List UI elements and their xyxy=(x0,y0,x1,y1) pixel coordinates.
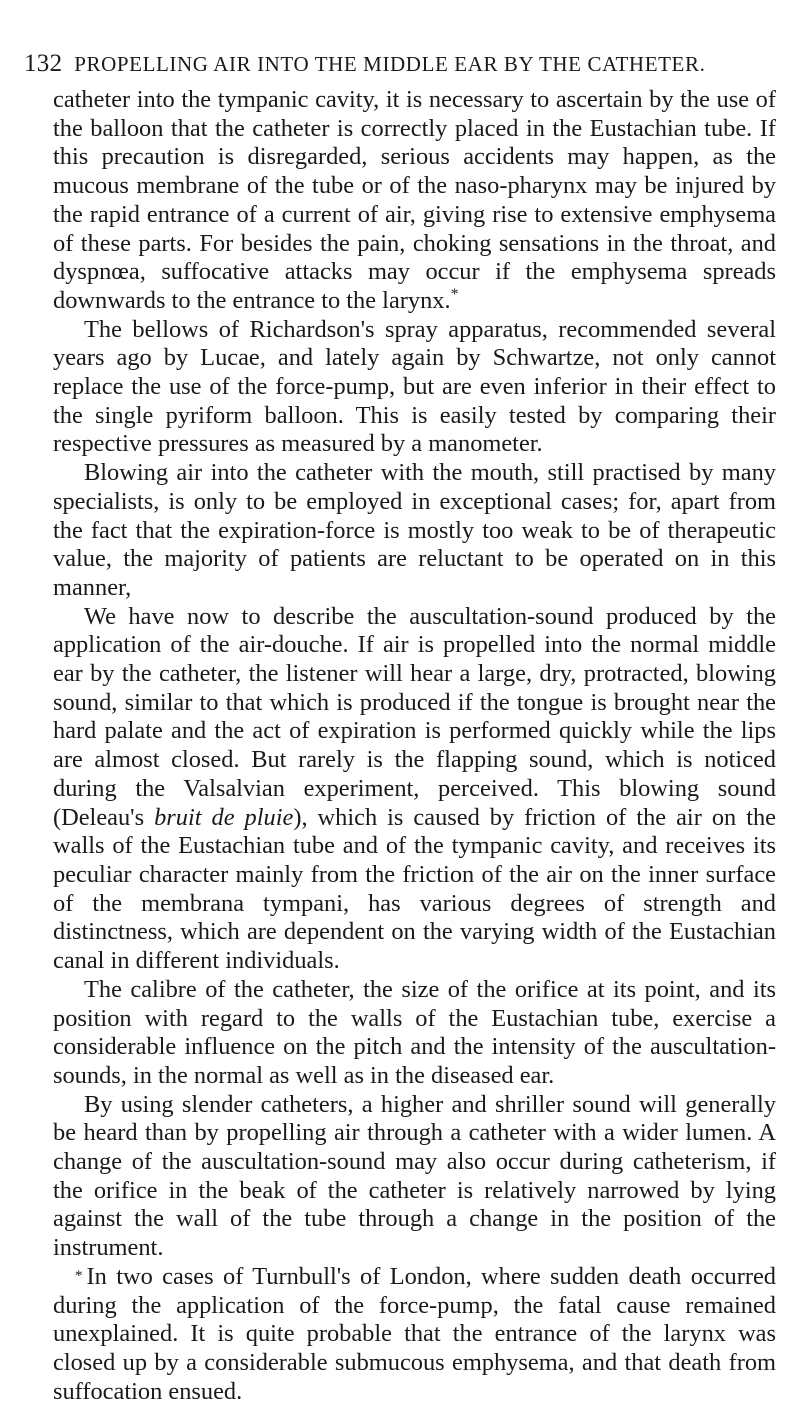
body-text xyxy=(53,86,776,1406)
running-head xyxy=(24,50,776,78)
paragraph-6: By using slender catheters, a higher and shriller sound will generally be heard than by propelling air through a catheter with a wider lumen. A change of the auscultation-sound may also occur during catheterism, if the orifice in the beak of the catheter is relatively narrowed by lying against the wall of the tube through a change in the position of the instrument. xyxy=(53,1090,776,1262)
running-title: PROPELLING AIR INTO THE MIDDLE EAR BY THE CATHETER. xyxy=(74,52,706,76)
paragraph-5: The calibre of the catheter, the size of the orifice at its point, and its position with regard to the walls of the Eustachian tube, exercise a considerable influence on the pitch and the intensity of the auscultation-sounds, in the normal as well as in the diseased ear. xyxy=(53,975,776,1089)
page-number: 132 xyxy=(24,50,63,77)
footnote-reference: * xyxy=(450,285,459,303)
paragraph-2: The bellows of Richardson's spray apparatus, recommended several years ago by Lucae, and lately again by Schwartze, not only cannot replace the use of the force-pump, but are even inferior in their effect to the single pyriform balloon. This is easily tested by comparing their respective pressures as measured by a manometer. xyxy=(53,315,776,458)
paragraph-4-text-b: ), which is caused by friction of the air on the walls of the Eustachian tube and of the tympanic cavity, and receives its peculiar character mainly from the friction of the air on the inner surface of the membrana tympani, has various degrees of strength and distinctness, which are dependent on the varying width of the Eustachian canal in different individuals. xyxy=(53,803,777,975)
footnote xyxy=(53,1263,776,1406)
paragraph-4-text-a: We have now to describe the auscultation-sound produced by the application of the air-douche. If air is propelled into the normal middle ear by the catheter, the listener will hear a large, dry, protracted, blowing sound, similar to that which is produced if the tongue is brought near the hard palate and the act of expiration is performed quickly while the lips are almost closed. But rarely is the flapping sound, which is noticed during the Valsalvian experiment, perceived. This blowing sound (Deleau's xyxy=(53,602,776,831)
paragraph-1-text: catheter into the tympanic cavity, it is necessary to ascertain by the use of the balloon that the catheter is correctly placed in the Eustachian tube. If this precaution is disregarded, serious accidents may happen, as the mucous membrane of the tube or of the naso-pharynx may be injured by the rapid entrance of a current of air, giving rise to extensive emphysema of these parts. For besides the pain, choking sensations in the throat, and dyspnœa, suffocative attacks may occur if the emphysema spreads downwards to the entrance to the larynx. xyxy=(53,86,776,314)
paragraph-4 xyxy=(53,603,776,976)
paragraph-3: Blowing air into the catheter with the mouth, still practised by many specialists, is only to be employed in exceptional cases; for, apart from the fact that the expiration-force is mostly too weak to be of therapeutic value, the majority of patients are reluctant to be operated on in this manner, xyxy=(53,459,776,601)
italic-phrase: bruit de pluie xyxy=(154,803,294,831)
paragraph-1 xyxy=(53,86,776,316)
footnote-text: In two cases of Turnbull's of London, where sudden death occurred during the application of the force-pump, the fatal cause remained unexplained. It is quite probable that the entrance of the larynx was closed up by a considerable submucous emphysema, and that death from suffocation ensued. xyxy=(53,1262,776,1405)
footnote-mark: * xyxy=(75,1267,83,1284)
